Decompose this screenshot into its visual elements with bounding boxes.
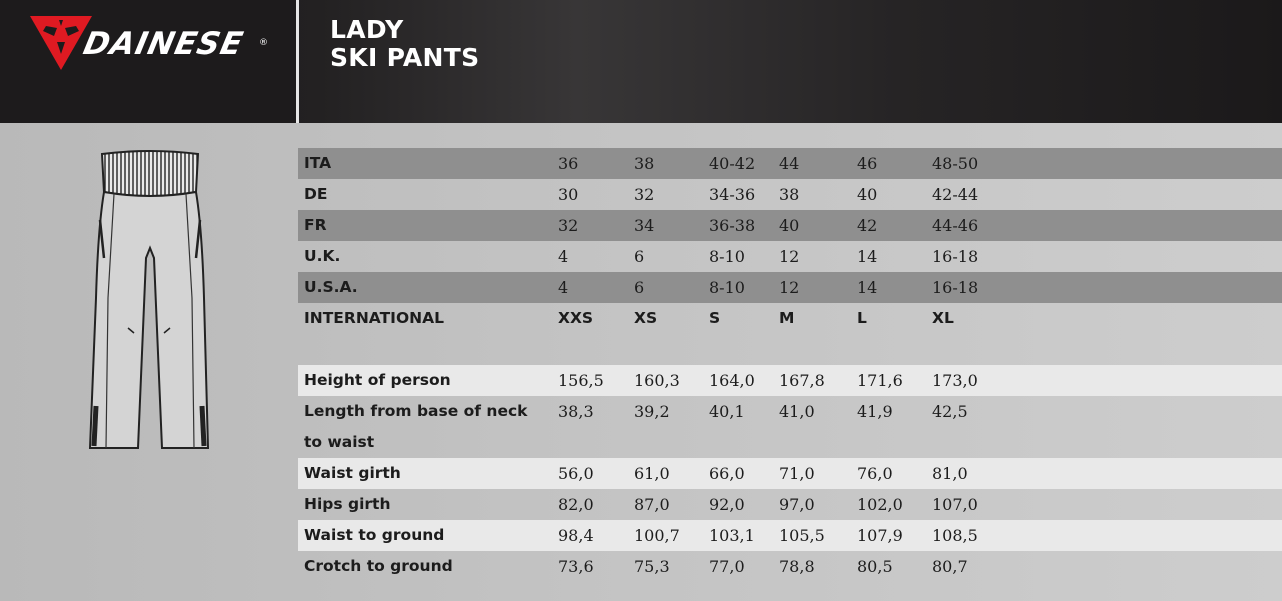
row-label: INTERNATIONAL	[304, 309, 444, 327]
measurement-row	[298, 489, 1282, 520]
value-cell: 42,5	[932, 402, 968, 421]
value-cell: 38,3	[558, 402, 594, 421]
brand-name: DAINESE	[80, 26, 247, 62]
row-label: U.K.	[304, 247, 341, 265]
value-cell: 167,8	[779, 371, 825, 390]
value-cell: 44-46	[932, 216, 979, 235]
value-cell: 40	[779, 216, 800, 235]
value-cell: 34-36	[709, 185, 756, 204]
value-cell: 8-10	[709, 278, 745, 297]
row-label: ITA	[304, 154, 332, 172]
value-cell: 42-44	[932, 185, 979, 204]
value-cell: 38	[779, 185, 800, 204]
value-cell: 107,9	[857, 526, 903, 545]
value-cell: 36	[558, 154, 579, 173]
value-cell: 80,7	[932, 557, 968, 576]
header-divider	[296, 0, 299, 123]
value-cell: XL	[932, 309, 954, 327]
value-cell: 98,4	[558, 526, 594, 545]
value-cell: 14	[857, 278, 878, 297]
value-cell: 108,5	[932, 526, 978, 545]
value-cell: 80,5	[857, 557, 893, 576]
section-spacer	[298, 334, 1282, 365]
value-cell: 14	[857, 247, 878, 266]
logo-area	[0, 0, 296, 123]
value-cell: 102,0	[857, 495, 903, 514]
size-row	[298, 303, 1282, 334]
value-cell: 160,3	[634, 371, 680, 390]
value-cell: 41,0	[779, 402, 815, 421]
measurement-row	[298, 551, 1282, 582]
value-cell: 41,9	[857, 402, 893, 421]
value-cell: 97,0	[779, 495, 815, 514]
value-cell: 39,2	[634, 402, 670, 421]
value-cell: 87,0	[634, 495, 670, 514]
value-cell: 12	[779, 278, 800, 297]
row-label: Hips girth	[304, 495, 391, 513]
value-cell: 36-38	[709, 216, 756, 235]
size-conversion-section	[298, 148, 1282, 334]
value-cell: 40	[857, 185, 878, 204]
value-cell: 92,0	[709, 495, 745, 514]
value-cell: 81,0	[932, 464, 968, 483]
value-cell: L	[857, 309, 867, 327]
value-cell: 32	[634, 185, 655, 204]
value-cell: 100,7	[634, 526, 680, 545]
size-row	[298, 148, 1282, 179]
row-label: Length from base of neck to waist	[304, 402, 528, 451]
measurement-row	[298, 458, 1282, 489]
value-cell: 16-18	[932, 247, 979, 266]
value-cell: 66,0	[709, 464, 745, 483]
value-cell: 103,1	[709, 526, 755, 545]
header-banner	[0, 0, 1282, 123]
value-cell: 61,0	[634, 464, 670, 483]
value-cell: 48-50	[932, 154, 979, 173]
value-cell: 4	[558, 278, 569, 297]
row-label: U.S.A.	[304, 278, 358, 296]
value-cell: 32	[558, 216, 579, 235]
value-cell: 44	[779, 154, 800, 173]
product-title	[330, 16, 479, 72]
value-cell: 6	[634, 247, 645, 266]
row-label: Waist to ground	[304, 526, 445, 544]
size-row	[298, 179, 1282, 210]
title-line-2: SKI PANTS	[330, 43, 480, 72]
row-label: DE	[304, 185, 328, 203]
size-chart-table	[298, 148, 1282, 582]
measurement-row	[298, 396, 1282, 458]
size-row	[298, 241, 1282, 272]
value-cell: 16-18	[932, 278, 979, 297]
value-cell: 77,0	[709, 557, 745, 576]
value-cell: 73,6	[558, 557, 594, 576]
value-cell: 38	[634, 154, 655, 173]
value-cell: 4	[558, 247, 569, 266]
value-cell: 8-10	[709, 247, 745, 266]
size-row	[298, 272, 1282, 303]
row-label: FR	[304, 216, 327, 234]
row-label: Height of person	[304, 371, 451, 389]
value-cell: 12	[779, 247, 800, 266]
value-cell: 76,0	[857, 464, 893, 483]
registered-mark: ®	[259, 38, 268, 48]
value-cell: S	[709, 309, 721, 327]
value-cell: 105,5	[779, 526, 825, 545]
title-line-1: LADY	[330, 15, 404, 44]
value-cell: 6	[634, 278, 645, 297]
value-cell: 34	[634, 216, 655, 235]
value-cell: 156,5	[558, 371, 604, 390]
value-cell: 71,0	[779, 464, 815, 483]
value-cell: 171,6	[857, 371, 903, 390]
value-cell: 173,0	[932, 371, 978, 390]
value-cell: 40-42	[709, 154, 756, 173]
value-cell: 46	[857, 154, 878, 173]
size-row	[298, 210, 1282, 241]
value-cell: 78,8	[779, 557, 815, 576]
measurement-row	[298, 520, 1282, 551]
body-measurements-section	[298, 365, 1282, 582]
value-cell: 82,0	[558, 495, 594, 514]
value-cell: 30	[558, 185, 579, 204]
value-cell: XXS	[558, 309, 594, 327]
value-cell: 40,1	[709, 402, 745, 421]
row-label: Waist girth	[304, 464, 401, 482]
value-cell: XS	[634, 309, 658, 327]
value-cell: 164,0	[709, 371, 755, 390]
value-cell: M	[779, 309, 795, 327]
value-cell: 56,0	[558, 464, 594, 483]
row-label: Crotch to ground	[304, 557, 453, 575]
value-cell: 75,3	[634, 557, 670, 576]
measurement-row	[298, 365, 1282, 396]
value-cell: 42	[857, 216, 878, 235]
value-cell: 107,0	[932, 495, 978, 514]
ski-pants-drawing	[80, 148, 220, 463]
